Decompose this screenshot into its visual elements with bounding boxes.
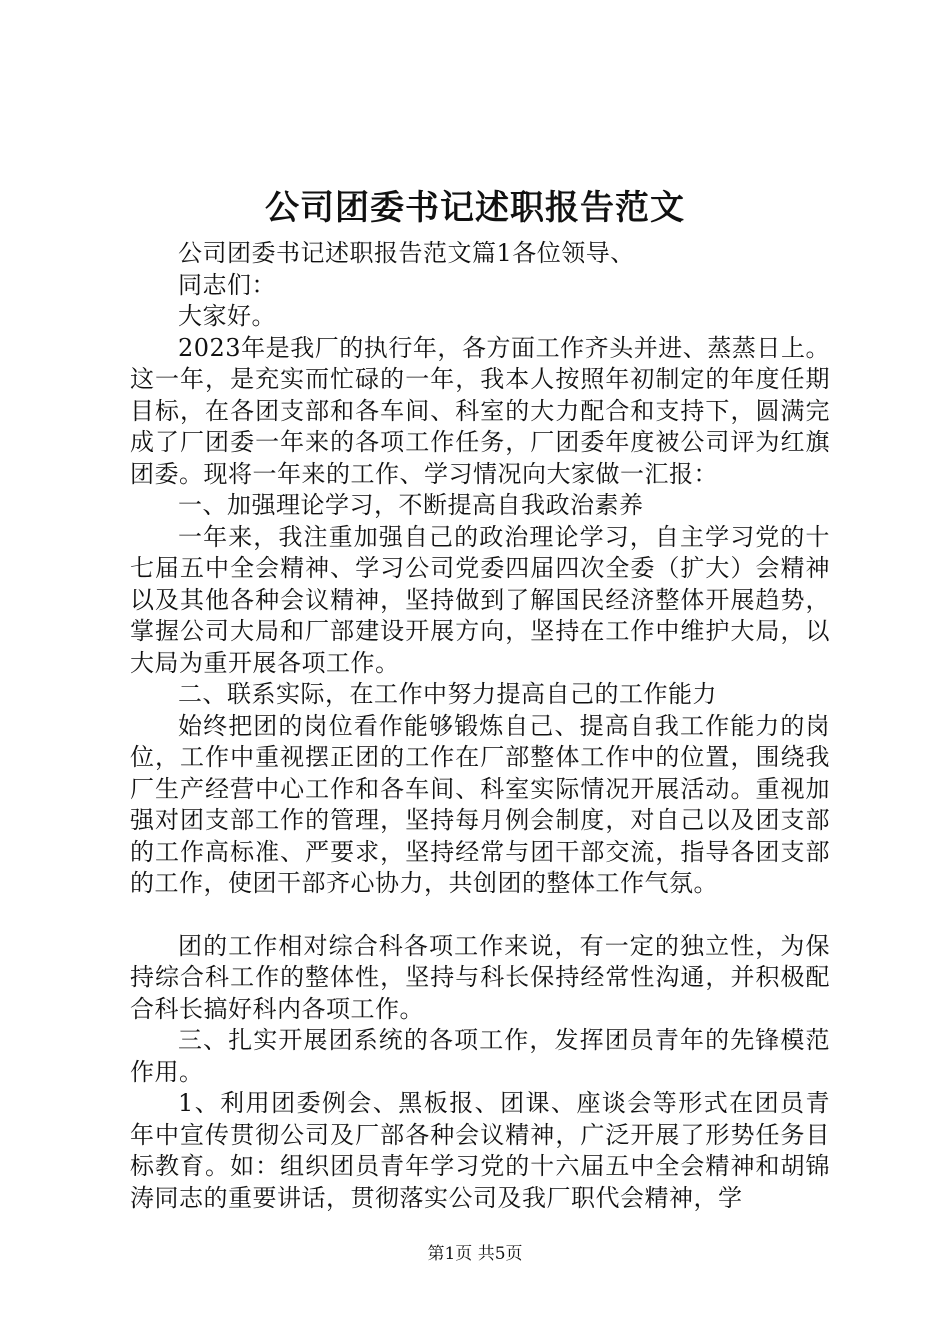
section-heading: 三、扎实开展团系统的各项工作，发挥团员青年的先锋模范作用。	[130, 1026, 830, 1086]
document-body	[130, 238, 830, 1214]
paragraph: 一年来，我注重加强自己的政治理论学习，自主学习党的十七届五中全会精神、学习公司党委四届四次全委（扩大）会精神以及其他各种会议精神，坚持做到了解国民经济整体开展趋势，掌握公司大局和厂部建设开展方向，坚持在工作中维护大局，以大局为重开展各项工作。	[130, 522, 830, 677]
paragraph: 团的工作相对综合科各项工作来说，有一定的独立性，为保持综合科工作的整体性，坚持与科长保持经常性沟通，并积极配合科长搞好科内各项工作。	[130, 931, 830, 1023]
section-heading: 一、加强理论学习，不断提高自我政治素养	[178, 491, 644, 519]
paragraph: 2023年是我厂的执行年，各方面工作齐头并进、蒸蒸日上。这一年，是充实而忙碌的一年，我本人按照年初制定的年度任期目标，在各团支部和各车间、科室的大力配合和支持下，圆满完成了厂团委一年来的各项工作任务，厂团委年度被公司评为红旗团委。现将一年来的工作、学习情况向大家做一汇报：	[130, 333, 830, 488]
document-title: 公司团委书记述职报告范文	[265, 188, 685, 228]
section-heading: 二、联系实际，在工作中努力提高自己的工作能力	[178, 680, 717, 708]
paragraph: 始终把团的岗位看作能够锻炼自己、提高自我工作能力的岗位，工作中重视摆正团的工作在厂部整体工作中的位置，围绕我厂生产经营中心工作和各车间、科室实际情况开展活动。重视加强对团支部工作的管理，坚持每月例会制度，对自己以及团支部的工作高标准、严要求，坚持经常与团干部交流，指导各团支部的工作，使团干部齐心协力，共创团的整体工作气氛。	[130, 711, 830, 897]
paragraph: 1、利用团委例会、黑板报、团课、座谈会等形式在团员青年中宣传贯彻公司及厂部各种会议精神，广泛开展了形势任务目标教育。如：组织团员青年学习党的十六届五中全会精神和胡锦涛同志的重要讲话，贯彻落实公司及我厂职代会精神，学	[130, 1089, 830, 1212]
page-number-footer: 第1页 共5页	[427, 1244, 523, 1264]
paragraph: 公司团委书记述职报告范文篇1各位领导、	[178, 239, 635, 267]
paragraph: 大家好。	[178, 302, 276, 330]
paragraph: 同志们：	[178, 270, 276, 299]
